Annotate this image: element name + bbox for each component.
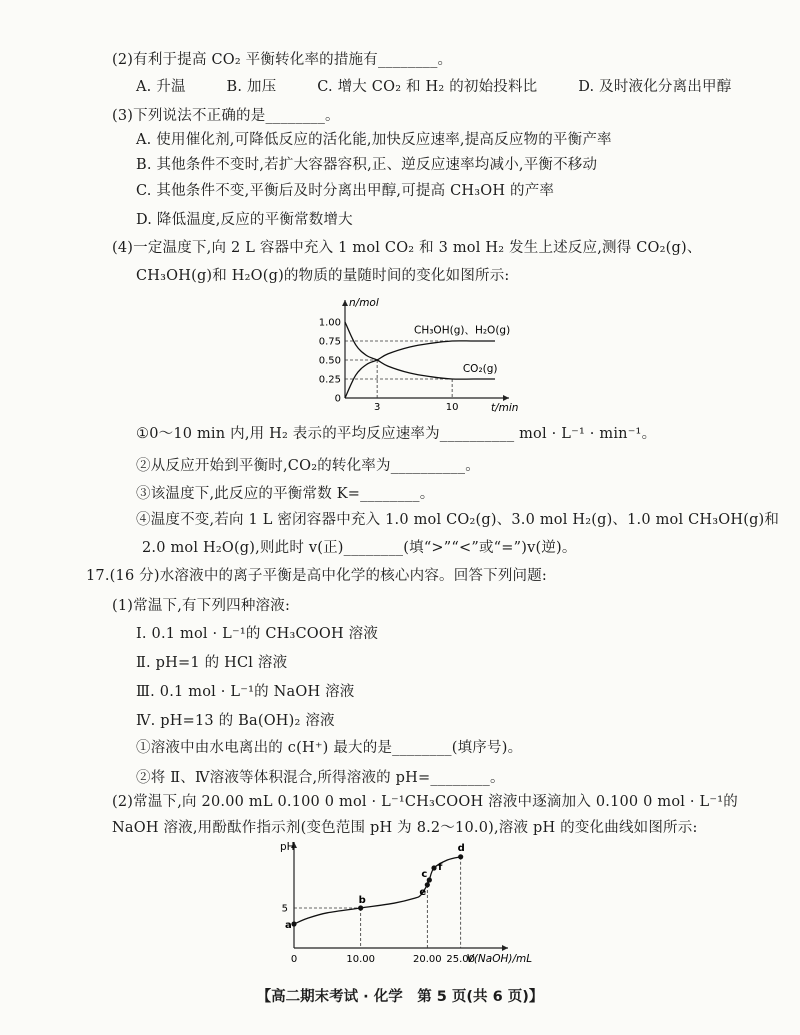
q16-part4-sub4-line2: 2.0 mol H₂O(g),则此时 v(正)________(填“>”“<”或“=”)v(逆)。 bbox=[142, 540, 577, 556]
q17-title: 17.(16 分)水溶液中的离子平衡是高中化学的核心内容。回答下列问题: bbox=[86, 568, 548, 584]
y-tick-label: 1.00 bbox=[318, 317, 341, 329]
x-axis-label: V(NaOH)/mL bbox=[466, 953, 533, 965]
point-label-f: f bbox=[438, 862, 443, 873]
q16-part4-stem-1: (4)一定温度下,向 2 L 容器中充入 1 mol CO₂ 和 3 mol H₂ 发生上述反应,测得 CO₂(g)、 bbox=[112, 240, 702, 256]
series-label-ch3oh-h2o: CH₃OH(g)、H₂O(g) bbox=[414, 324, 511, 337]
y-axis-label: pH bbox=[280, 841, 295, 853]
series-label-co2: CO₂(g) bbox=[462, 363, 498, 376]
q16-part2-options bbox=[136, 77, 731, 97]
y-axis-arrow bbox=[342, 300, 348, 306]
y-axis-label: n/mol bbox=[349, 297, 379, 309]
titration-curve-chart bbox=[272, 838, 534, 970]
x-tick-label: 3 bbox=[373, 402, 381, 413]
point-label-a: a bbox=[285, 920, 292, 931]
amount-vs-time-chart bbox=[305, 292, 520, 416]
q17-solution-1: Ⅰ. 0.1 mol · L⁻¹的 CH₃COOH 溶液 bbox=[136, 626, 379, 642]
page-footer: 【高二期末考试 · 化学 第 5 页(共 6 页)】 bbox=[256, 989, 544, 1005]
x-tick-label: 10 bbox=[445, 402, 459, 413]
q17-part2-stem-1: (2)常温下,向 20.00 mL 0.100 0 mol · L⁻¹CH₃COOH 溶液中逐滴加入 0.100 0 mol · L⁻¹的 bbox=[112, 794, 738, 810]
q16-part2-stem: (2)有利于提高 CO₂ 平衡转化率的措施有________。 bbox=[112, 52, 453, 68]
q16-part4-sub4-line1: ④温度不变,若向 1 L 密闭容器中充入 1.0 mol CO₂(g)、3.0 mol H₂(g)、1.0 mol CH₃OH(g)和 bbox=[136, 512, 780, 528]
q17-part2-stem-2: NaOH 溶液,用酚酞作指示剂(变色范围 pH 为 8.2～10.0),溶液 pH 的变化曲线如图所示: bbox=[112, 820, 698, 836]
chart2-content bbox=[280, 841, 532, 965]
point-a bbox=[291, 921, 296, 926]
option-b: B. 加压 bbox=[226, 79, 277, 95]
x-axis-arrow bbox=[502, 945, 508, 951]
q16-part4-sub2: ②从反应开始到平衡时,CO₂的转化率为__________。 bbox=[136, 458, 480, 474]
q17-part1-sub2: ②将 Ⅱ、Ⅳ溶液等体积混合,所得溶液的 pH=________。 bbox=[136, 770, 505, 786]
y-tick-label: 5 bbox=[281, 903, 288, 915]
q17-part1-sub1: ①溶液中由水电离出的 c(H⁺) 最大的是________(填序号)。 bbox=[136, 740, 523, 756]
point-label-e: e bbox=[419, 886, 427, 898]
x-axis-arrow bbox=[503, 395, 509, 401]
q17-solution-4: Ⅳ. pH=13 的 Ba(OH)₂ 溶液 bbox=[136, 713, 335, 729]
option-a: A. 升温 bbox=[136, 79, 186, 95]
point-d bbox=[458, 854, 463, 859]
q16-part4-sub3: ③该温度下,此反应的平衡常数 K=________。 bbox=[136, 486, 435, 502]
option-d: D. 及时液化分离出甲醇 bbox=[578, 79, 732, 95]
y-tick-label: 0.25 bbox=[318, 374, 341, 386]
x-axis-label: t/min bbox=[491, 402, 519, 414]
q16-part3-option-d: D. 降低温度,反应的平衡常数增大 bbox=[136, 212, 353, 228]
point-c bbox=[427, 877, 432, 882]
y-tick-label: 0 bbox=[334, 393, 341, 405]
x-tick-label: 0 bbox=[290, 954, 298, 965]
q17-part1-stem: (1)常温下,有下列四种溶液: bbox=[112, 598, 291, 614]
x-tick-label: 20.00 bbox=[413, 954, 442, 965]
point-b bbox=[358, 905, 363, 910]
q16-part3-option-a: A. 使用催化剂,可降低反应的活化能,加快反应速率,提高反应物的平衡产率 bbox=[136, 132, 612, 148]
q16-part4-sub1: ①0～10 min 内,用 H₂ 表示的平均反应速率为__________ mol · L⁻¹ · min⁻¹。 bbox=[136, 426, 657, 442]
x-tick-label: 25.00 bbox=[446, 954, 475, 965]
point-label-c: c bbox=[421, 869, 428, 880]
option-c: C. 增大 CO₂ 和 H₂ 的初始投料比 bbox=[317, 79, 538, 95]
q16-part4-stem-2: CH₃OH(g)和 H₂O(g)的物质的量随时间的变化如图所示: bbox=[136, 268, 510, 284]
q17-solution-3: Ⅲ. 0.1 mol · L⁻¹的 NaOH 溶液 bbox=[136, 684, 355, 700]
point-label-b: b bbox=[358, 895, 366, 906]
y-tick-label: 0.75 bbox=[318, 336, 341, 348]
q16-part3-stem: (3)下列说法不正确的是________。 bbox=[112, 108, 340, 124]
q16-part3-option-c: C. 其他条件不变,平衡后及时分离出甲醇,可提高 CH₃OH 的产率 bbox=[136, 183, 555, 199]
q17-solution-2: Ⅱ. pH=1 的 HCl 溶液 bbox=[136, 655, 288, 671]
x-tick-label: 10.00 bbox=[346, 954, 375, 965]
y-tick-label: 0.50 bbox=[318, 355, 341, 367]
point-f bbox=[431, 865, 436, 870]
point-label-d: d bbox=[457, 842, 465, 854]
q16-part3-option-b: B. 其他条件不变时,若扩大容器容积,正、逆反应速率均减小,平衡不移动 bbox=[136, 157, 598, 173]
chart1-content bbox=[319, 297, 519, 414]
